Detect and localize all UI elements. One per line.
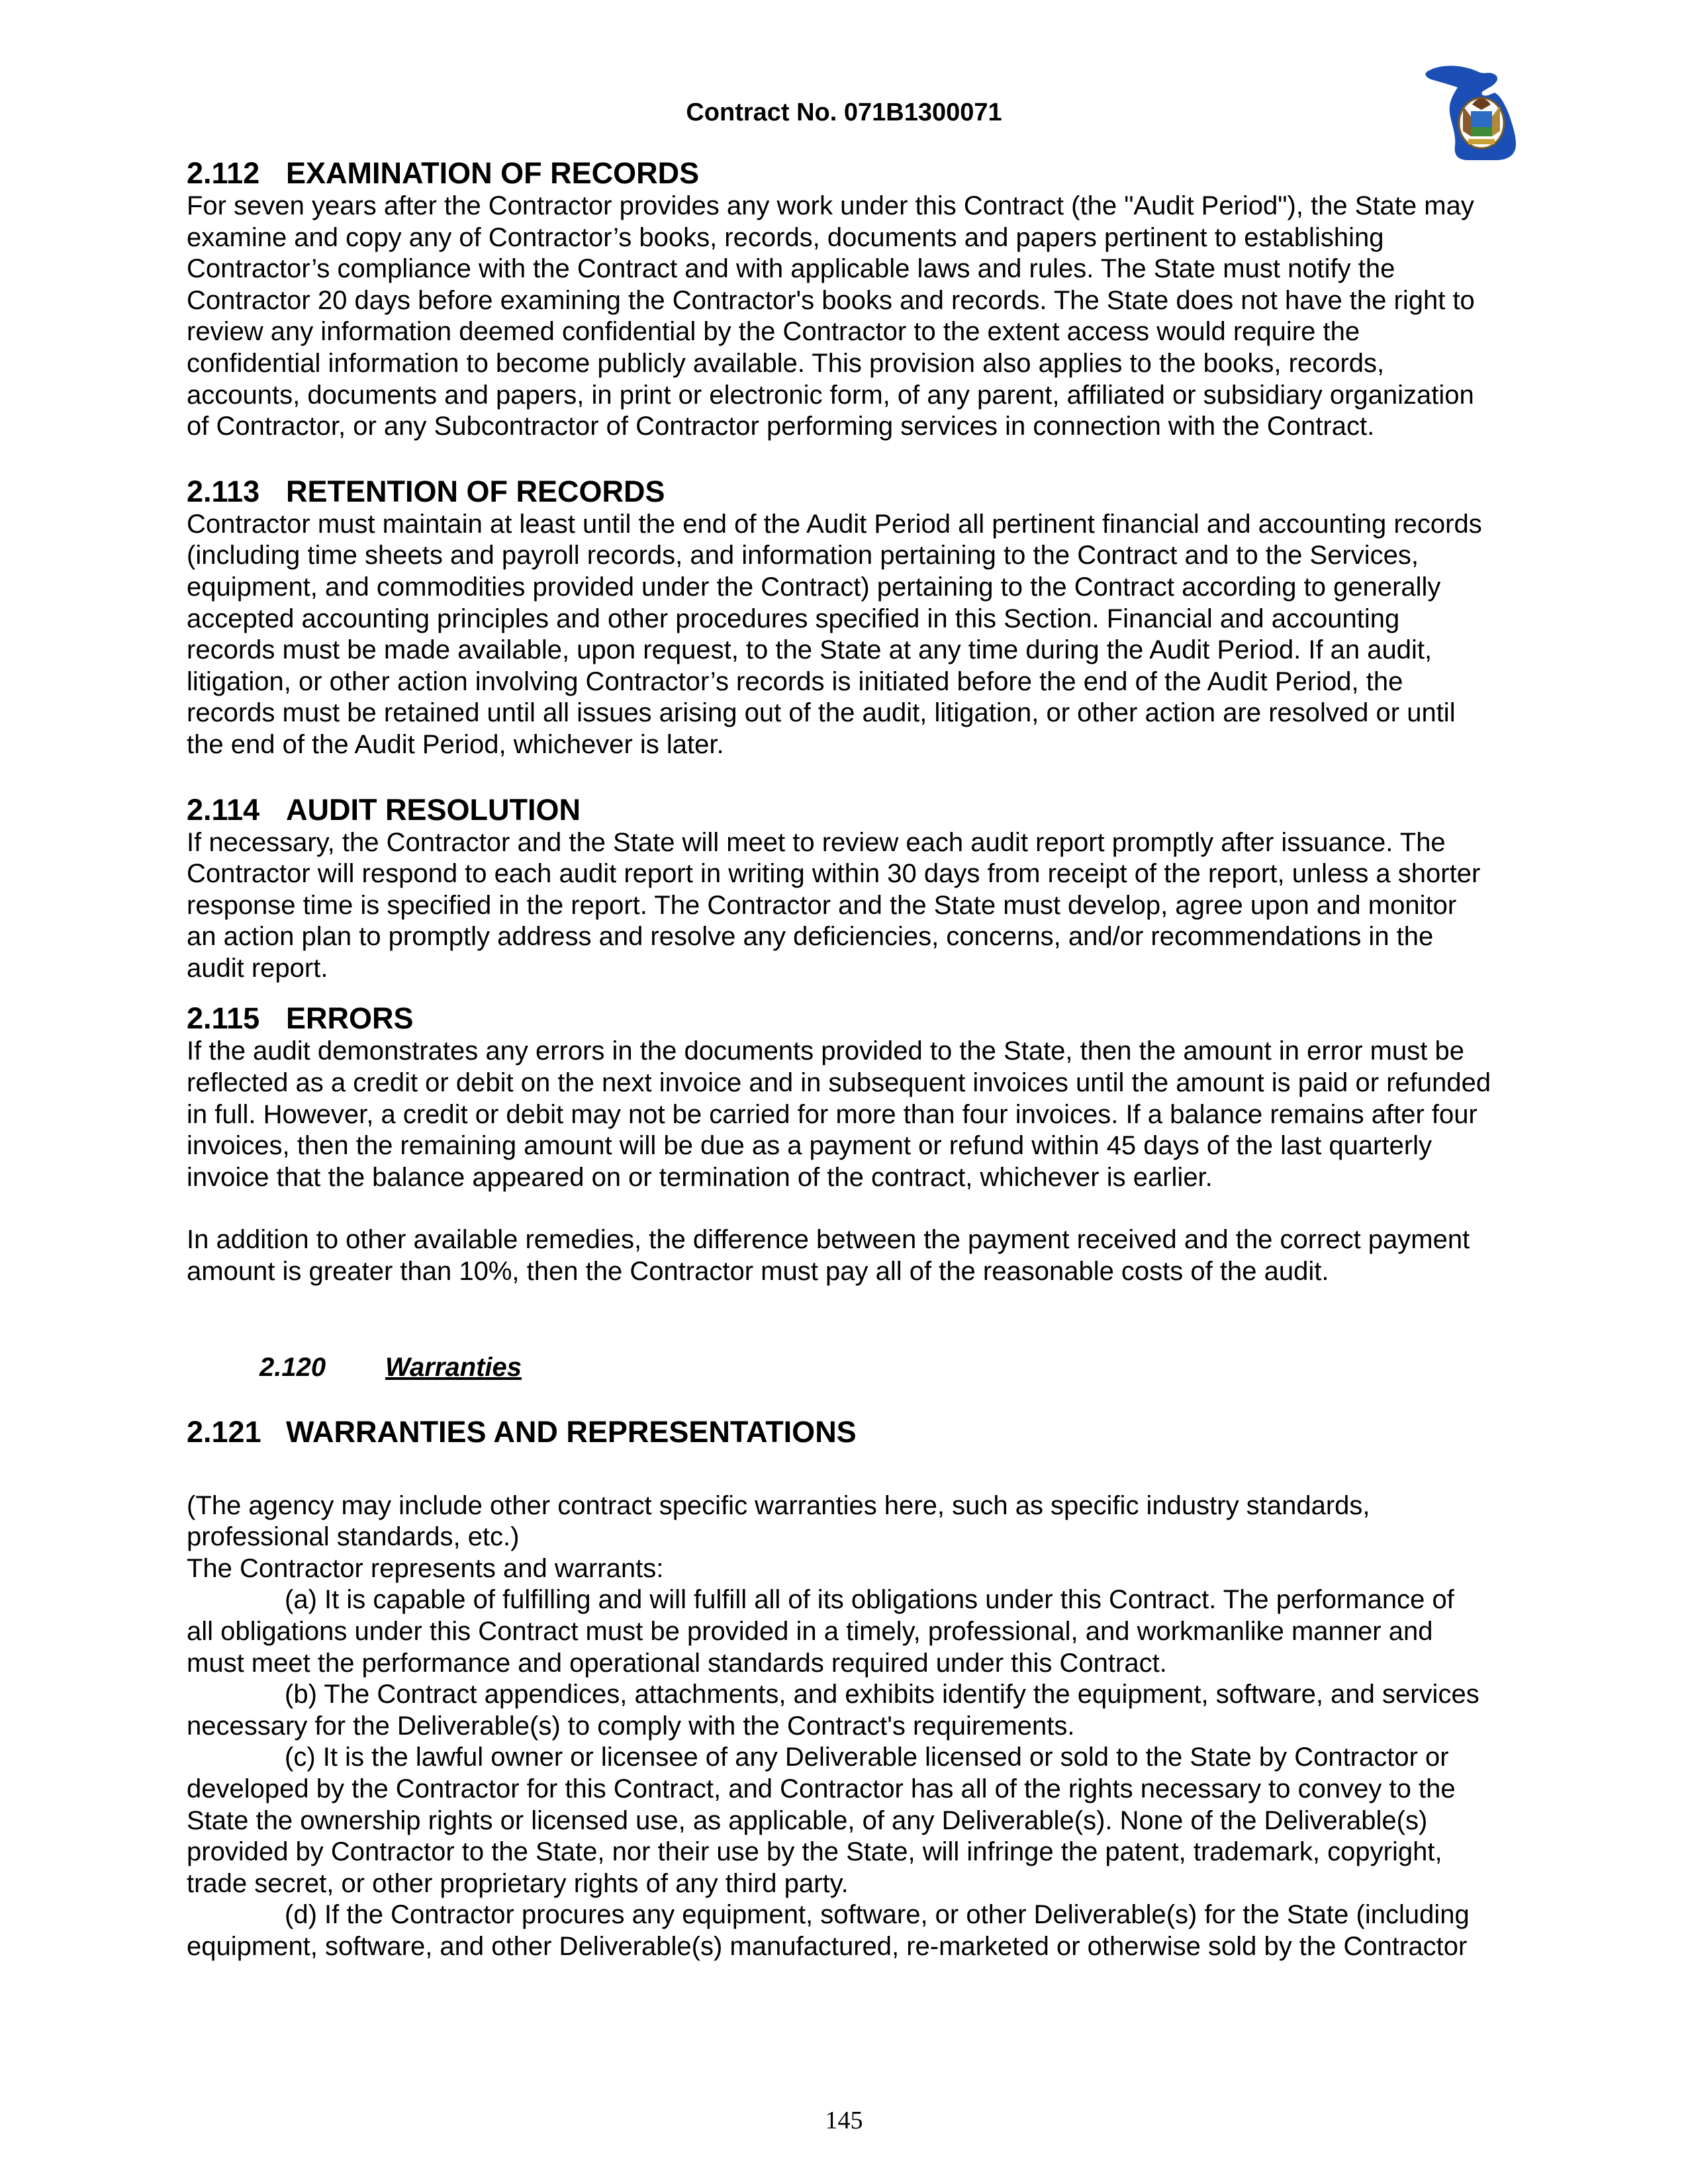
section-2-112-body: For seven years after the Contractor provides any work under this Contract (the "Audit Period"), the State may examine and copy any of Contractor’s books, records, documents and papers pertinent to establishing Contractor’s compliance with the Contract and with applicable laws and rules. The State must notify the Contractor 20 days before examining the Contractor's books and records. The State does not have the right to review any information deemed confidential by the Contractor to the extent access would require the confidential information to become publicly available. This provision also applies to the books, records, accounts, documents and papers, in print or electronic form, of any parent, affiliated or subsidiary organization of Contractor, or any Subcontractor of Contractor performing services in connection with the Contract. <box>187 191 1475 441</box>
section-number: 2.121 <box>187 1414 261 1449</box>
section-title: AUDIT RESOLUTION <box>286 792 581 827</box>
section-2-121-heading <box>187 1415 1550 1449</box>
section-number: 2.120 <box>259 1352 326 1382</box>
section-2-115-body-2: In addition to other available remedies, the difference between the payment received and the correct payment amount is greater than 10%, then the Contractor must pay all of the reasonable costs of the audit. <box>187 1225 1470 1287</box>
section-2-115-heading <box>187 1001 1550 1036</box>
michigan-state-seal-icon <box>1417 58 1529 164</box>
section-2-112-heading <box>187 156 1550 191</box>
section-2-115-body-1: If the audit demonstrates any errors in the documents provided to the State, then the amount in error must be reflected as a credit or debit on the next invoice and in subsequent invoices until the amount is paid or refunded in full. However, a credit or debit may not be carried for more than four invoices. If a balance remains after four invoices, then the remaining amount will be due as a payment or refund within 45 days of the last quarterly invoice that the balance appeared on or termination of the contract, whichever is earlier. <box>187 1036 1491 1192</box>
warranty-item-b: (b) The Contract appendices, attachments, and exhibits identify the equipment, software, and services necessary for the Deliverable(s) to comply with the Contract's requirements. <box>187 1680 1479 1741</box>
section-number: 2.113 <box>187 474 260 508</box>
section-2-114-heading <box>187 793 1550 827</box>
page-number: 145 <box>825 2107 863 2134</box>
section-2-121-intro: (The agency may include other contract specific warranties here, such as specific industry standards, professional standards, etc.) The Contractor represents and warrants: <box>187 1490 1370 1583</box>
section-number: 2.115 <box>187 1001 260 1036</box>
section-title: WARRANTIES AND REPRESENTATIONS <box>286 1414 857 1449</box>
section-title: EXAMINATION OF RECORDS <box>286 156 700 190</box>
document-body <box>187 156 1550 1963</box>
section-2-120-subheading <box>259 1351 1550 1383</box>
warranty-item-a: (a) It is capable of fulfilling and will fulfill all of its obligations under this Contract. The performance of all obligations under this Contract must be provided in a timely, professional, and workmanlike manner and must meet the performance and operational standards required under this Contract. <box>187 1585 1454 1678</box>
warranty-item-d: (d) If the Contractor procures any equipment, software, or other Deliverable(s) for the State (including equipment, software, and other Deliverable(s) manufactured, re-marketed or otherwise sold by the Contractor <box>187 1900 1470 1961</box>
contract-number-header: Contract No. 071B1300071 <box>686 99 1002 126</box>
section-2-113-heading <box>187 475 1550 509</box>
section-2-114-body: If necessary, the Contractor and the State will meet to review each audit report promptly after issuance. The Contractor will respond to each audit report in writing within 30 days from receipt of the report, unless a shorter response time is specified in the report. The Contractor and the State must develop, agree upon and monitor an action plan to promptly address and resolve any deficiencies, concerns, and/or recommendations in the audit report. <box>187 827 1481 983</box>
section-title: RETENTION OF RECORDS <box>286 474 665 508</box>
section-number: 2.114 <box>187 792 260 827</box>
section-2-113-body: Contractor must maintain at least until the end of the Audit Period all pertinent financial and accounting records (including time sheets and payroll records, and information pertaining to the Contract and to the Services, equipment, and commodities provided under the Contract) pertaining to the Contract according to generally accepted accounting principles and other procedures specified in this Section. Financial and accounting records must be made available, upon request, to the State at any time during the Audit Period. If an audit, litigation, or other action involving Contractor’s records is initiated before the end of the Audit Period, the records must be retained until all issues arising out of the audit, litigation, or other action are resolved or until the end of the Audit Period, whichever is later. <box>187 509 1482 759</box>
section-title: ERRORS <box>286 1001 414 1036</box>
section-number: 2.112 <box>187 156 260 190</box>
section-title: Warranties <box>385 1352 522 1382</box>
warranty-item-c: (c) It is the lawful owner or licensee of any Deliverable licensed or sold to the State by Contractor or developed by the Contractor for this Contract, and Contractor has all of the rights necessary to convey to the State the ownership rights or licensed use, as applicable, of any Deliverable(s). None of the Deliverable(s) provided by Contractor to the State, nor their use by the State, will infringe the patent, trademark, copyright, trade secret, or other proprietary rights of any third party. <box>187 1743 1456 1898</box>
